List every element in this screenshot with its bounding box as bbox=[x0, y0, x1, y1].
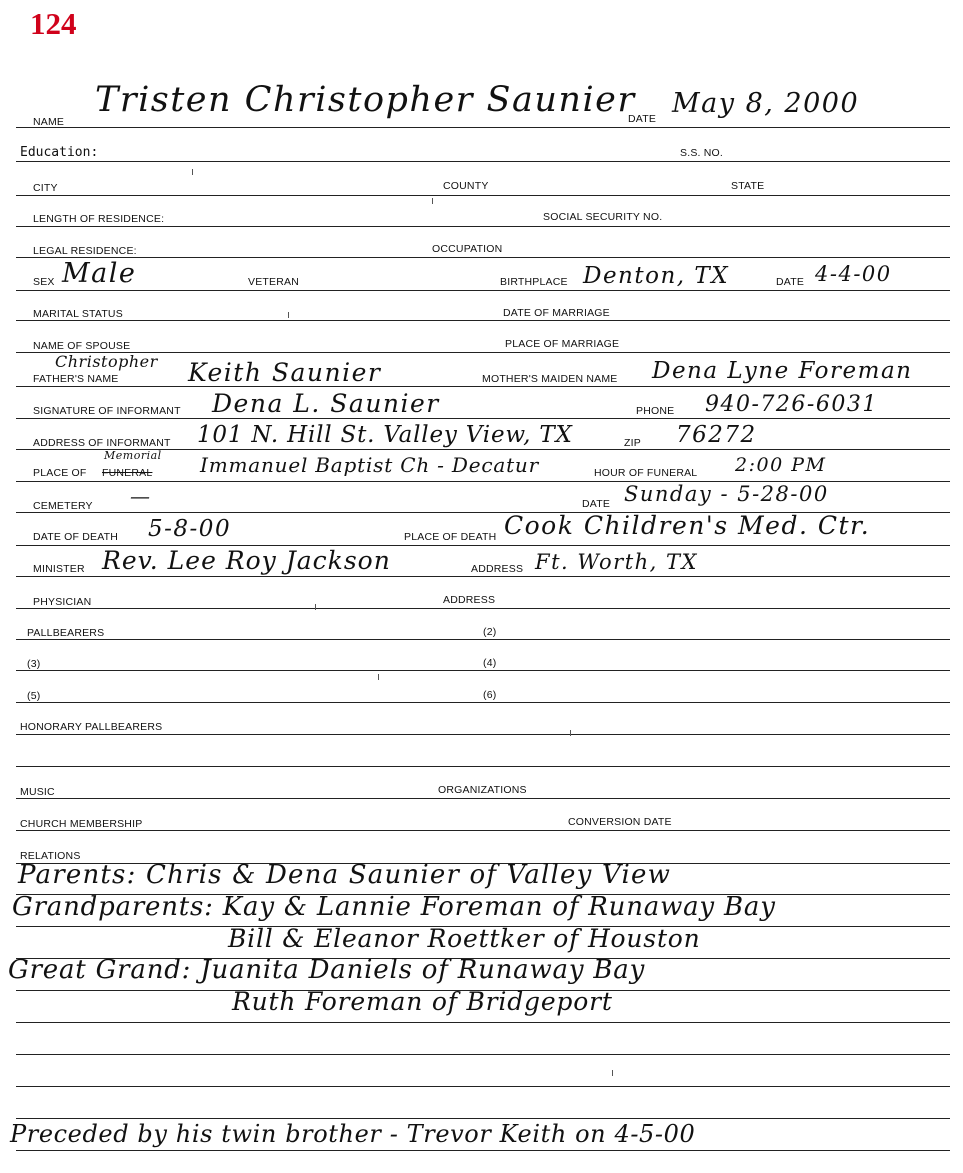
rule-17 bbox=[16, 639, 950, 640]
page-number: 124 bbox=[30, 6, 77, 41]
rule-9 bbox=[16, 386, 950, 387]
rule-10 bbox=[16, 418, 950, 419]
rule-6 bbox=[16, 290, 950, 291]
minister-label: MINISTER bbox=[33, 563, 85, 575]
place-of-death-label: PLACE OF DEATH bbox=[404, 531, 497, 543]
mother-maiden-name-value: Dena Lyne Foreman bbox=[652, 358, 913, 384]
zip-value: 76272 bbox=[676, 422, 757, 448]
rule-15 bbox=[16, 576, 950, 577]
cemetery-value: — bbox=[130, 484, 152, 508]
rule-7 bbox=[16, 320, 950, 321]
minister-address-label: ADDRESS bbox=[471, 563, 524, 575]
name-label: NAME bbox=[33, 116, 65, 128]
education-label: Education: bbox=[20, 145, 99, 160]
funeral-struck-label: FUNERAL bbox=[102, 467, 153, 479]
father-name-insert: Christopher bbox=[55, 352, 158, 371]
social-security-label: SOCIAL SECURITY NO. bbox=[543, 211, 663, 223]
rule-21 bbox=[16, 766, 950, 767]
sex-value: Male bbox=[62, 258, 137, 289]
scan-mark bbox=[192, 169, 193, 175]
birth-date-value: 4-4-00 bbox=[815, 262, 892, 286]
pallbearer-5-label: (5) bbox=[27, 690, 41, 702]
relation-line-4: Great Grand: Juanita Daniels of Runaway Bay bbox=[8, 955, 646, 985]
name-value: Tristen Christopher Saunier bbox=[95, 80, 636, 120]
county-label: COUNTY bbox=[443, 180, 489, 192]
minister-address-value: Ft. Worth, TX bbox=[535, 550, 698, 574]
pallbearers-label: PALLBEARERS bbox=[27, 627, 105, 639]
city-label: CITY bbox=[33, 182, 58, 194]
cemetery-label: CEMETERY bbox=[33, 500, 93, 512]
place-of-death-value: Cook Children's Med. Ctr. bbox=[504, 511, 871, 540]
signature-value: Dena L. Saunier bbox=[212, 389, 440, 418]
date-of-death-value: 5-8-00 bbox=[148, 516, 232, 542]
relation-line-1: Parents: Chris & Dena Saunier of Valley View bbox=[18, 860, 672, 890]
place-of-insert: Memorial bbox=[104, 449, 162, 462]
date-of-marriage-label: DATE OF MARRIAGE bbox=[503, 307, 610, 319]
rule-1 bbox=[16, 127, 950, 128]
physician-address-label: ADDRESS bbox=[443, 594, 496, 606]
address-of-informant-label: ADDRESS OF INFORMANT bbox=[33, 437, 171, 449]
hour-of-funeral-value: 2:00 PM bbox=[735, 454, 827, 476]
date-label: DATE bbox=[628, 113, 657, 125]
cemetery-date-value: Sunday - 5-28-00 bbox=[624, 482, 829, 506]
state-label: STATE bbox=[731, 180, 765, 192]
rule-23 bbox=[16, 830, 950, 831]
pallbearer-3-label: (3) bbox=[27, 658, 41, 670]
date-of-death-label: DATE OF DEATH bbox=[33, 531, 119, 543]
rule-3 bbox=[16, 195, 950, 196]
phone-value: 940-726-6031 bbox=[705, 392, 878, 417]
fathers-name-label: FATHER'S NAME bbox=[33, 373, 119, 385]
pallbearer-2-label: (2) bbox=[483, 626, 497, 638]
length-of-residence-label: LENGTH OF RESIDENCE: bbox=[33, 213, 165, 225]
rule-29 bbox=[16, 1022, 950, 1023]
sex-label: SEX bbox=[33, 276, 55, 288]
ss-no-label: S.S. NO. bbox=[680, 147, 724, 159]
birthplace-label: BIRTHPLACE bbox=[500, 276, 568, 288]
place-of-funeral-value: Immanuel Baptist Ch - Decatur bbox=[200, 453, 539, 477]
conversion-date-label: CONVERSION DATE bbox=[568, 816, 672, 828]
hour-of-funeral-label: HOUR OF FUNERAL bbox=[594, 467, 698, 479]
mothers-maiden-name-label: MOTHER'S MAIDEN NAME bbox=[482, 373, 618, 385]
phone-label: PHONE bbox=[636, 405, 675, 417]
relation-line-5: Ruth Foreman of Bridgeport bbox=[232, 987, 613, 1016]
birthplace-value: Denton, TX bbox=[583, 263, 730, 289]
address-of-informant-value: 101 N. Hill St. Valley View, TX bbox=[197, 422, 573, 448]
scan-mark bbox=[432, 198, 433, 204]
place-of-label: PLACE OF bbox=[33, 467, 87, 479]
rule-5 bbox=[16, 257, 950, 258]
birth-date-label: DATE bbox=[776, 276, 805, 288]
organizations-label: ORGANIZATIONS bbox=[438, 784, 527, 796]
minister-value: Rev. Lee Roy Jackson bbox=[102, 546, 391, 575]
honorary-pallbearers-label: HONORARY PALLBEARERS bbox=[20, 721, 163, 733]
scan-mark bbox=[288, 312, 289, 318]
name-of-spouse-label: NAME OF SPOUSE bbox=[33, 340, 131, 352]
signature-of-informant-label: SIGNATURE OF INFORMANT bbox=[33, 405, 181, 417]
rule-22 bbox=[16, 798, 950, 799]
scan-mark bbox=[315, 604, 316, 610]
pallbearer-4-label: (4) bbox=[483, 657, 497, 669]
preceded-note: Preceded by his twin brother - Trevor Keith on 4-5-00 bbox=[10, 1120, 696, 1148]
cemetery-date-label: DATE bbox=[582, 498, 611, 510]
rule-4 bbox=[16, 226, 950, 227]
occupation-label: OCCUPATION bbox=[432, 243, 503, 255]
father-name-value: Keith Saunier bbox=[188, 358, 382, 387]
place-of-marriage-label: PLACE OF MARRIAGE bbox=[505, 338, 620, 350]
scan-mark bbox=[612, 1070, 613, 1076]
rule-19 bbox=[16, 702, 950, 703]
zip-label: ZIP bbox=[624, 437, 641, 449]
relation-line-2: Grandparents: Kay & Lannie Foreman of Runaway Bay bbox=[12, 892, 776, 922]
rule-20 bbox=[16, 734, 950, 735]
rule-31 bbox=[16, 1086, 950, 1087]
veteran-label: VETERAN bbox=[248, 276, 299, 288]
date-value: May 8, 2000 bbox=[672, 88, 860, 119]
relation-line-3: Bill & Eleanor Roettker of Houston bbox=[228, 924, 701, 953]
relations-label: RELATIONS bbox=[20, 850, 81, 862]
rule-16 bbox=[16, 608, 950, 609]
rule-33 bbox=[16, 1150, 950, 1151]
physician-label: PHYSICIAN bbox=[33, 596, 92, 608]
rule-32 bbox=[16, 1118, 950, 1119]
legal-residence-label: LEGAL RESIDENCE: bbox=[33, 245, 137, 257]
scan-mark bbox=[570, 730, 571, 736]
scan-mark bbox=[378, 674, 379, 680]
rule-18 bbox=[16, 670, 950, 671]
pallbearer-6-label: (6) bbox=[483, 689, 497, 701]
church-membership-label: CHURCH MEMBERSHIP bbox=[20, 818, 143, 830]
music-label: MUSIC bbox=[20, 786, 55, 798]
marital-status-label: MARITAL STATUS bbox=[33, 308, 123, 320]
rule-2 bbox=[16, 161, 950, 162]
rule-30 bbox=[16, 1054, 950, 1055]
